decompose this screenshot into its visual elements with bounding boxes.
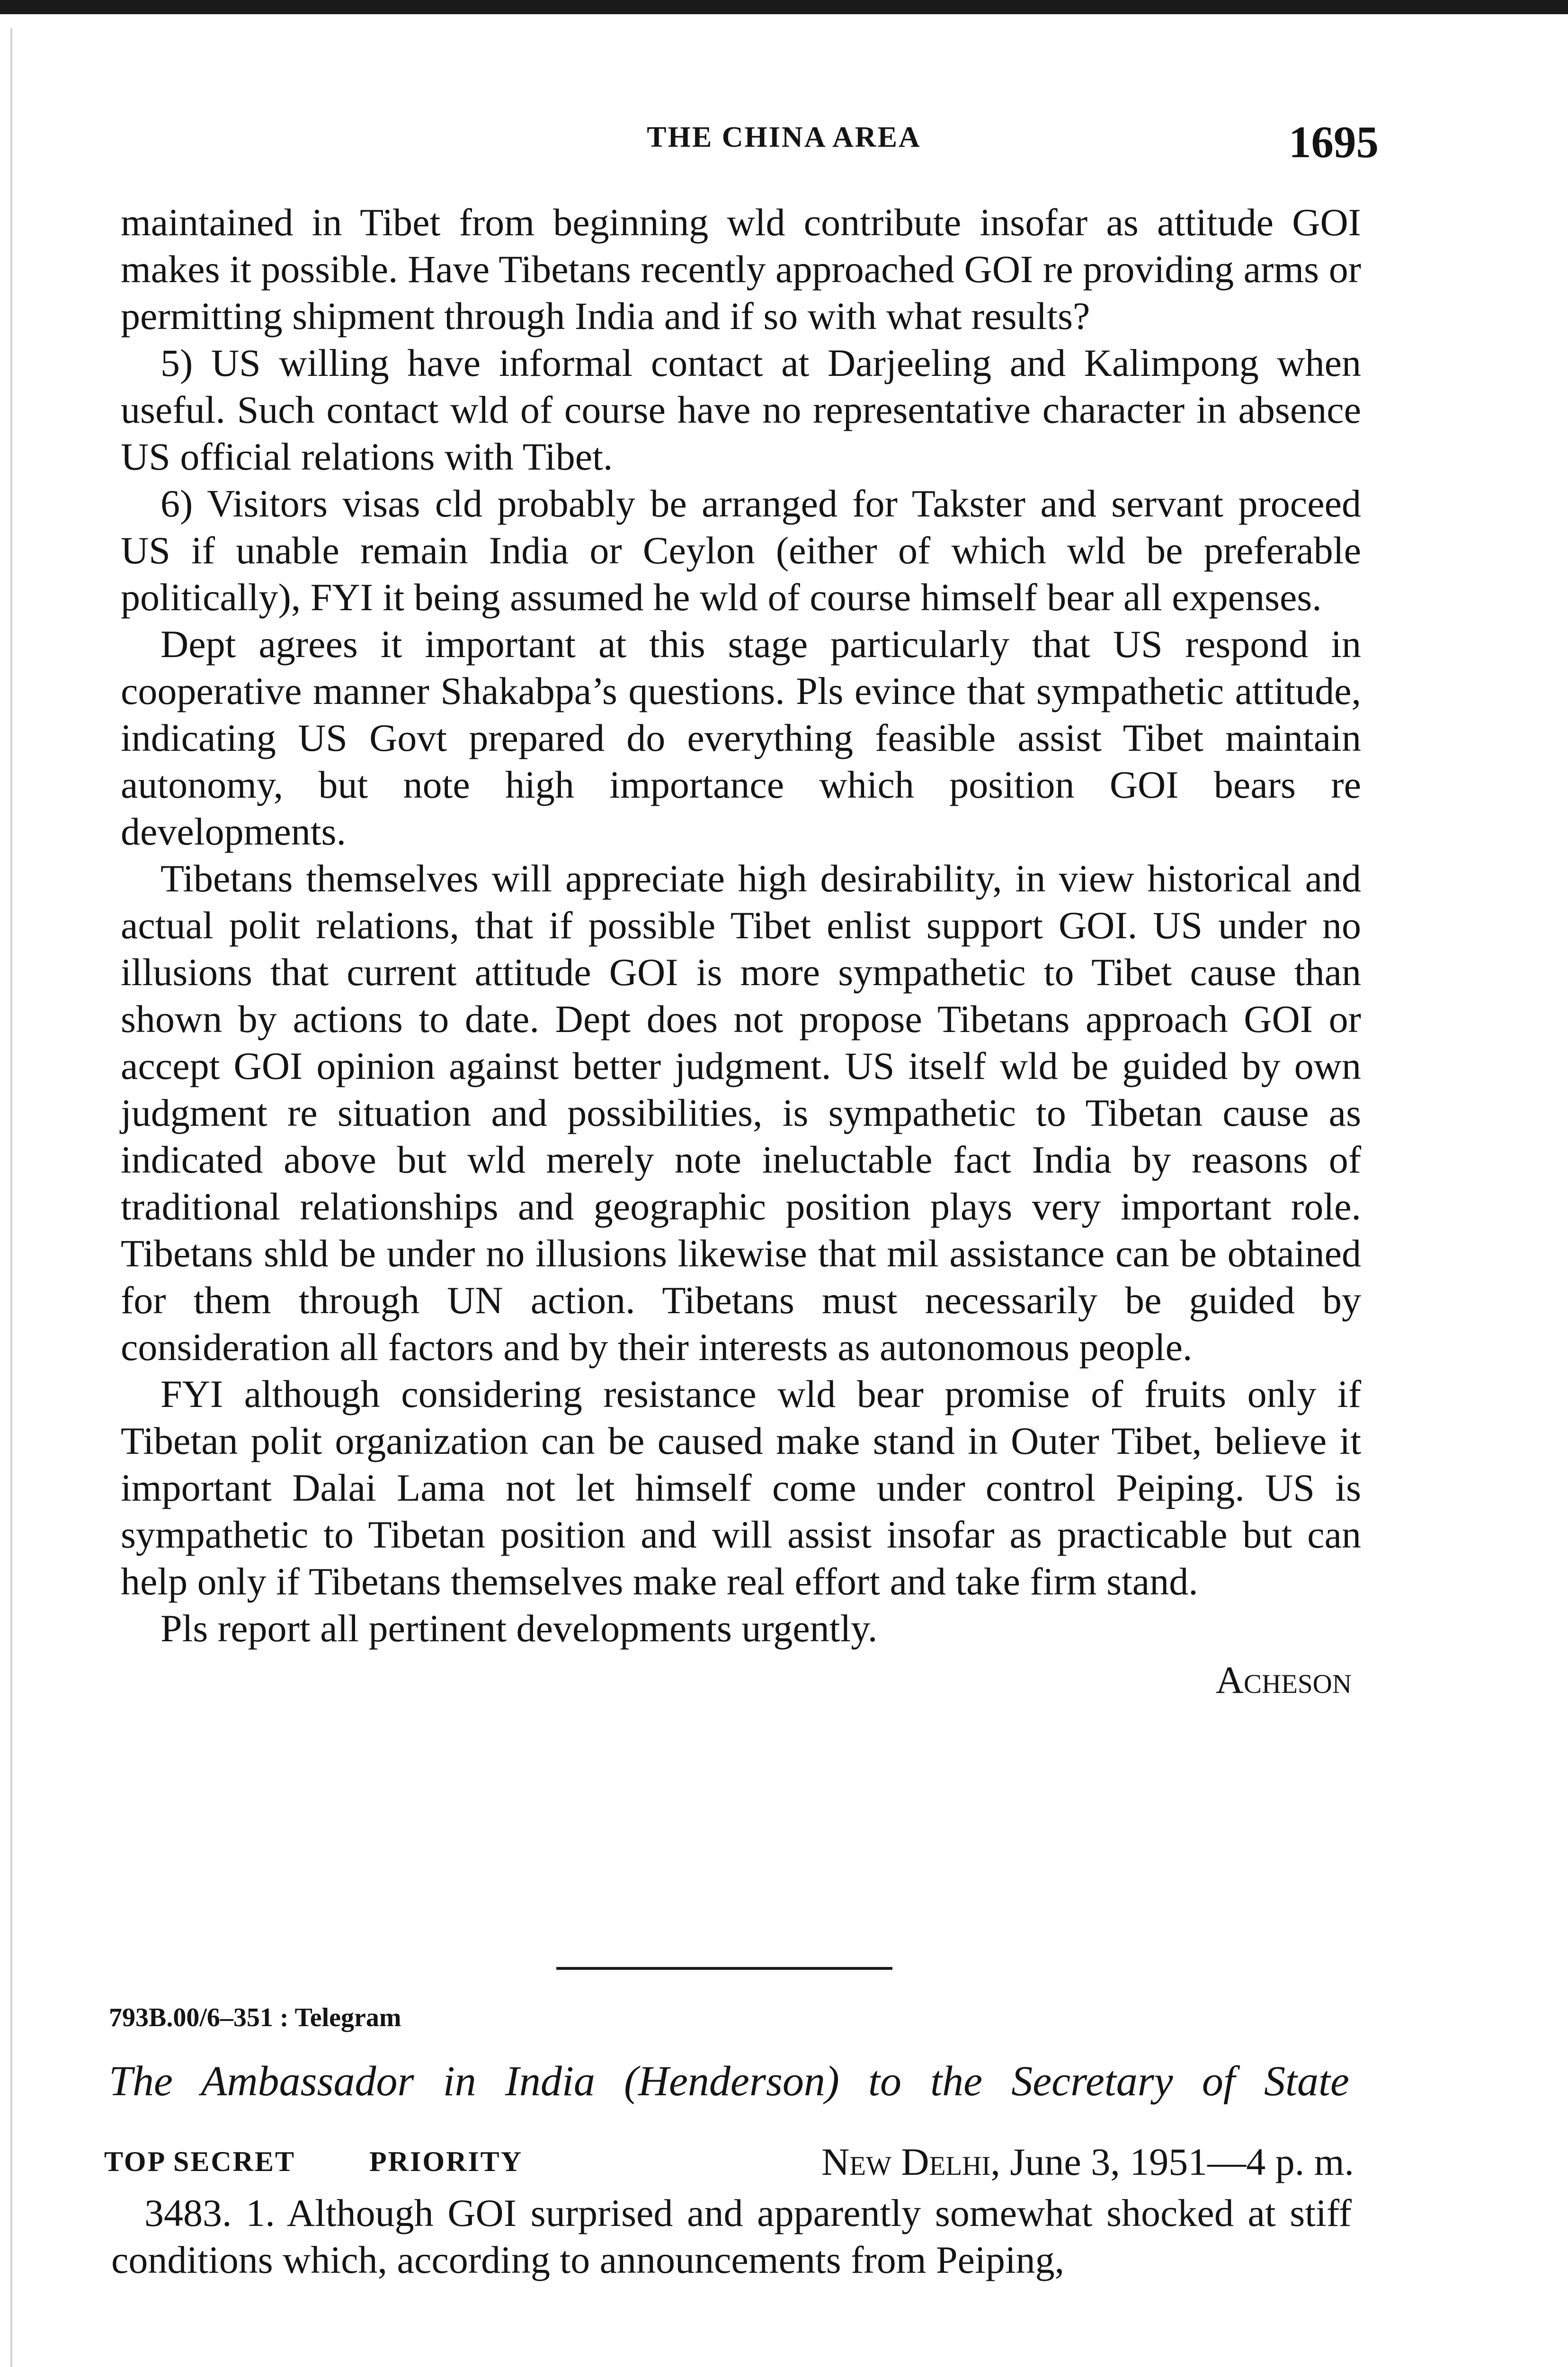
page-number: 1695 xyxy=(1289,117,1379,167)
paragraph-3483: 3483. 1. Although GOI surprised and apparently somewhat shocked at stiff conditions which, according to announcements from Peiping, xyxy=(111,2191,1352,2281)
paragraph-pls-report: Pls report all pertinent developments urgently. xyxy=(160,1607,878,1650)
telegram-body-new xyxy=(111,2189,1352,2283)
dateline xyxy=(821,2140,1354,2184)
section-divider xyxy=(556,1967,892,1970)
running-head: THE CHINA AREA xyxy=(647,121,921,153)
page-left-edge-shadow xyxy=(10,28,12,2367)
telegram-body-continued xyxy=(121,199,1361,1703)
signature-acheson: Acheson xyxy=(1215,1658,1352,1701)
document-title: The Ambassador in India (Henderson) to the Secretary of State xyxy=(109,2058,1349,2105)
file-reference: 793B.00/6–351 : Telegram xyxy=(109,2003,401,2032)
classification-row xyxy=(104,2140,1354,2192)
dateline-place: New Delhi xyxy=(821,2140,991,2183)
paragraph-fyi: FYI although considering resistance wld bear promise of fruits only if Tibetan polit organization can be caused make stand in Outer Tibet, believe it important Dalai Lama not let himself come under control Peiping. US is sympathetic to Tibetan position and will assist insofar as practicable but can help only if Tibetans themselves make real effort and take firm stand. xyxy=(121,1372,1361,1603)
top-edge-rule xyxy=(0,0,1568,14)
paragraph-continued: maintained in Tibet from beginning wld contribute insofar as attitude GOI makes it possible. Have Tibetans recently approached GOI re providing arms or permitting shipment through India and if so with what results? xyxy=(121,201,1361,338)
paragraph-point-6: 6) Visitors visas cld probably be arranged for Takster and servant proceed US if unable remain India or Ceylon (either of which wld be preferable politically), FYI it being assumed he wld of course himself bear all expenses. xyxy=(121,482,1361,619)
dateline-date: , June 3, 1951—4 p. m. xyxy=(990,2140,1354,2183)
paragraph-tibetans-themselves: Tibetans themselves will appreciate high desirability, in view historical and actual polit relations, that if possible Tibet enlist support GOI. US under no illusions that current attitude GOI is more sympathetic to Tibet cause than shown by actions to date. Dept does not propose Tibetans approach GOI or accept GOI opinion against better judgment. US itself wld be guided by own judgment re situation and possibilities, is sympathetic to Tibetan cause as indicated above but wld merely note ineluctable fact India by reasons of traditional relationships and geographic position plays very important role. Tibetans shld be under no illusions likewise that mil assistance can be obtained for them through UN action. Tibetans must necessarily be guided by consideration all factors and by their interests as autonomous people. xyxy=(121,857,1361,1369)
classification-label: TOP SECRET xyxy=(104,2146,296,2177)
precedence-label: PRIORITY xyxy=(369,2146,523,2177)
paragraph-dept-agrees: Dept agrees it important at this stage particularly that US respond in cooperative manner Shakabpa’s questions. Pls evince that sympathetic attitude, indicating US Govt prepared do everything feasible assist Tibet maintain autonomy, but note high importance which position GOI bears re developments. xyxy=(121,623,1361,853)
paragraph-point-5: 5) US willing have informal contact at Darjeeling and Kalimpong when useful. Such contact wld of course have no representative character in absence US official relations with Tibet. xyxy=(121,341,1361,478)
